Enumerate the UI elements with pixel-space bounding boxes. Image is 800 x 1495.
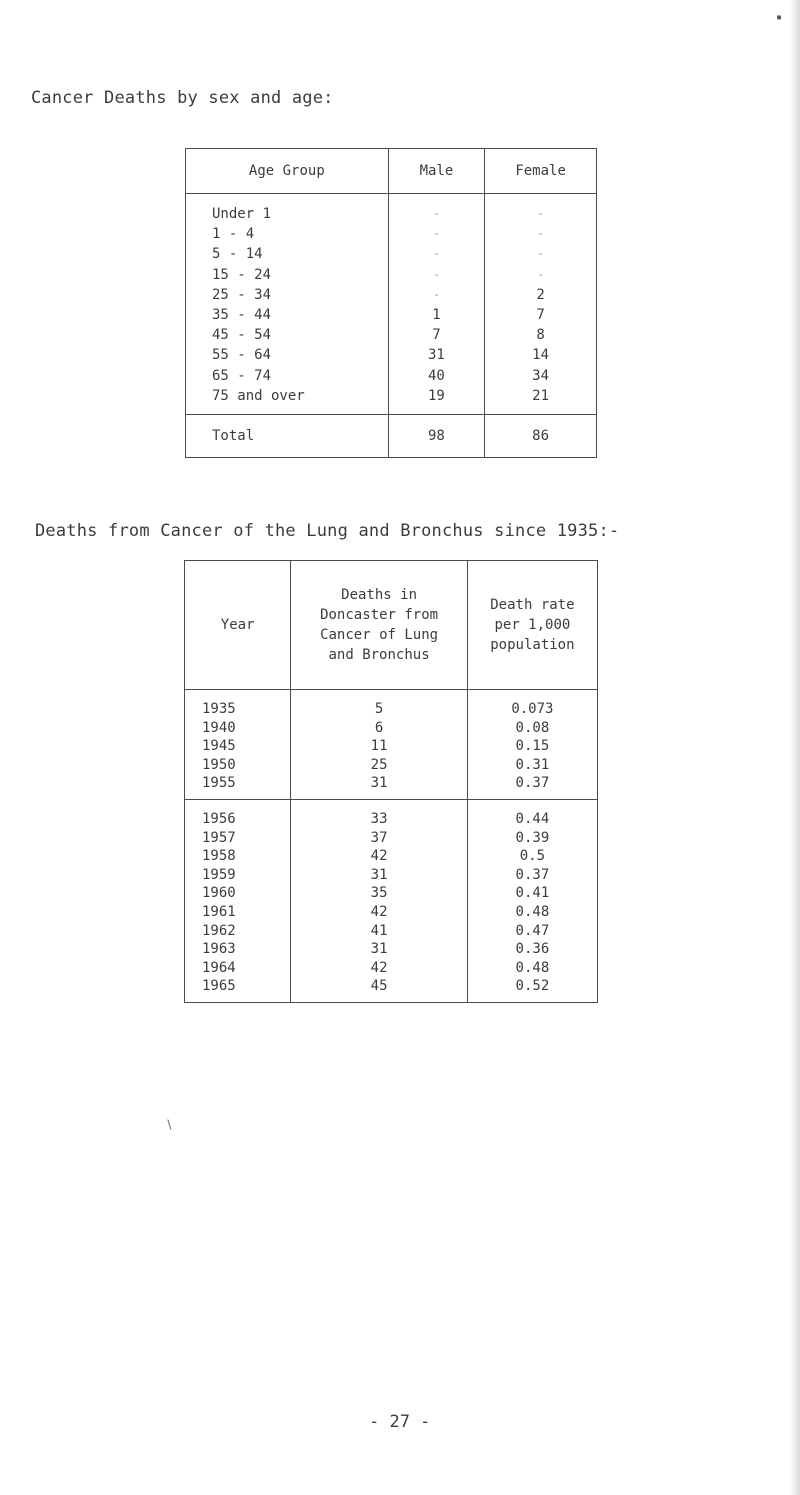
rate-cell: 0.37 — [515, 866, 550, 883]
female-column — [485, 194, 597, 415]
age-group-cell: 5 - 14 — [212, 246, 263, 263]
age-group-cell: Under 1 — [212, 206, 272, 222]
cancer-deaths-by-age-table — [185, 148, 597, 458]
deaths-cell: 42 — [370, 848, 388, 865]
table-header-row — [186, 149, 597, 194]
table-header-row — [185, 561, 598, 690]
deaths-cell: 31 — [370, 941, 388, 958]
rate-cell: 0.52 — [515, 978, 550, 995]
age-group-column — [186, 194, 389, 415]
female-cell: 21 — [532, 387, 550, 404]
year-group-1935-1955 — [185, 690, 598, 800]
lung-cancer-deaths-table — [184, 560, 598, 1003]
male-cell: 1 — [432, 306, 441, 323]
lung-cancer-heading: Deaths from Cancer of the Lung and Bronchus since 1935:- — [35, 521, 620, 541]
age-group-cell: 25 - 34 — [212, 286, 272, 303]
rate-cell: 0.31 — [515, 756, 550, 773]
total-label: Total — [186, 414, 389, 457]
deaths-cell: 33 — [370, 810, 388, 827]
year-cell: 1950 — [202, 756, 236, 773]
year-cell: 1961 — [202, 903, 236, 920]
year-cell: 1956 — [202, 810, 236, 827]
rate-cell: 0.15 — [515, 738, 550, 755]
year-column — [185, 690, 291, 800]
male-cell: 40 — [428, 367, 445, 384]
col-header-male: Male — [388, 149, 485, 194]
header-line: Doncaster from — [320, 607, 439, 623]
rate-cell: 0.44 — [515, 810, 550, 827]
female-cell: 14 — [532, 347, 550, 364]
total-female: 86 — [485, 414, 597, 457]
female-cell: - — [537, 247, 544, 261]
deaths-cell: 45 — [370, 978, 388, 995]
header-line: and Bronchus — [328, 647, 430, 663]
deaths-column — [291, 690, 467, 800]
female-cell: 8 — [536, 327, 545, 344]
deaths-cell: 41 — [370, 922, 388, 939]
header-line: per 1,000 — [494, 617, 571, 633]
year-cell: 1960 — [202, 885, 236, 902]
year-cell: 1945 — [202, 738, 236, 755]
year-cell: 1959 — [202, 866, 236, 883]
deaths-cell: 42 — [370, 959, 388, 976]
rate-cell: 0.39 — [515, 829, 550, 846]
male-cell: - — [433, 267, 440, 281]
header-line: Death rate — [490, 597, 575, 613]
male-cell: 31 — [428, 347, 445, 364]
col-header-year: Year — [185, 561, 291, 690]
rate-cell: 0.073 — [511, 701, 554, 717]
male-cell: - — [433, 287, 440, 301]
age-group-cell: 75 and over — [212, 387, 305, 404]
rate-cell: 0.5 — [519, 848, 546, 865]
rate-column — [467, 690, 597, 800]
header-line: population — [490, 637, 575, 653]
year-cell: 1935 — [202, 701, 236, 717]
deaths-cell: 31 — [370, 866, 388, 883]
deaths-cell: 6 — [374, 719, 384, 736]
year-cell: 1957 — [202, 829, 236, 846]
male-cell: - — [433, 227, 440, 241]
year-cell: 1963 — [202, 941, 236, 958]
female-cell: 7 — [536, 306, 545, 323]
rate-cell: 0.41 — [515, 885, 550, 902]
female-cell: - — [537, 207, 544, 220]
header-line: Cancer of Lung — [320, 627, 439, 643]
rate-cell: 0.48 — [515, 903, 550, 920]
year-cell: 1958 — [202, 848, 236, 865]
year-group-1956-1965 — [185, 799, 598, 1002]
female-cell: - — [537, 227, 544, 241]
age-group-cell: 15 - 24 — [212, 266, 272, 283]
female-cell: 2 — [536, 286, 545, 303]
male-cell: - — [433, 247, 440, 261]
deaths-column — [291, 799, 467, 1002]
col-header-female: Female — [485, 149, 597, 194]
corner-mark-icon: ▪ — [776, 12, 783, 23]
rate-cell: 0.08 — [515, 719, 550, 736]
year-cell: 1964 — [202, 959, 236, 976]
age-group-cell: 45 - 54 — [212, 327, 272, 344]
deaths-cell: 31 — [370, 775, 388, 792]
header-line: Deaths in — [341, 587, 417, 603]
rate-column — [467, 799, 597, 1002]
deaths-cell: 35 — [370, 885, 388, 902]
age-group-cell: 1 - 4 — [212, 226, 255, 243]
female-cell: 34 — [532, 367, 550, 384]
year-cell: 1962 — [202, 922, 236, 939]
pen-mark-icon: ∖ — [165, 1118, 173, 1132]
table-body-row — [186, 194, 597, 415]
year-cell: 1940 — [202, 719, 236, 736]
rate-cell: 0.37 — [515, 775, 550, 792]
male-cell: 19 — [428, 387, 445, 404]
deaths-cell: 5 — [374, 701, 384, 717]
deaths-cell: 42 — [370, 903, 388, 920]
male-column — [388, 194, 485, 415]
rate-cell: 0.48 — [515, 959, 550, 976]
deaths-cell: 11 — [370, 738, 388, 755]
female-cell: - — [537, 267, 544, 281]
male-cell: 7 — [432, 327, 441, 344]
year-cell: 1965 — [202, 978, 236, 995]
age-group-cell: 55 - 64 — [212, 347, 272, 364]
cancer-deaths-heading: Cancer Deaths by sex and age: — [31, 88, 334, 108]
year-column — [185, 799, 291, 1002]
rate-cell: 0.47 — [515, 922, 550, 939]
year-cell: 1955 — [202, 775, 236, 792]
rate-cell: 0.36 — [515, 941, 550, 958]
total-row — [186, 414, 597, 457]
col-header-deaths — [291, 561, 467, 690]
male-cell: - — [433, 207, 440, 220]
deaths-cell: 37 — [370, 829, 388, 846]
col-header-death-rate — [467, 561, 597, 690]
col-header-age-group: Age Group — [186, 149, 389, 194]
page-edge-shadow — [790, 0, 800, 1495]
page-number: - 27 - — [369, 1412, 431, 1432]
age-group-cell: 65 - 74 — [212, 367, 272, 384]
deaths-cell: 25 — [370, 756, 388, 773]
age-group-cell: 35 - 44 — [212, 306, 272, 323]
total-male: 98 — [388, 414, 485, 457]
